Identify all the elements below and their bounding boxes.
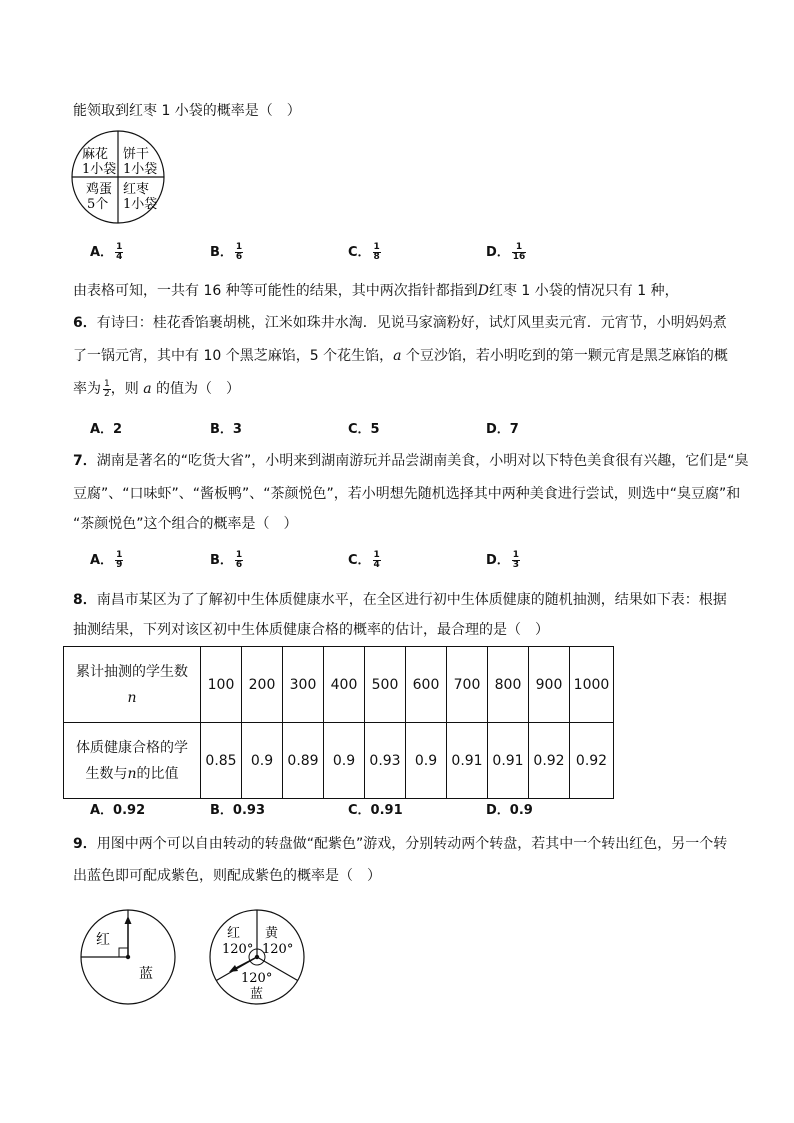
disc2-yellow-label: 黄 bbox=[265, 926, 279, 941]
q8-option-d[interactable]: D．0.9 bbox=[486, 803, 533, 818]
q5-stem: 能领取到红枣 1 小袋的概率是（ ） bbox=[73, 103, 301, 119]
table-cell: 200 bbox=[242, 647, 283, 723]
table-cell: 0.85 bbox=[201, 723, 242, 799]
table-cell: 0.91 bbox=[447, 723, 488, 799]
table-row bbox=[64, 723, 614, 799]
q5-option-d[interactable]: D． $\frac{1}{16}$ bbox=[486, 242, 526, 262]
table-cell: 400 bbox=[324, 647, 365, 723]
spinner-br-1: 红枣 bbox=[123, 182, 150, 197]
q8-line2: 抽测结果，下列对该区初中生体质健康合格的概率的估计，最合理的是（ ） bbox=[73, 622, 549, 638]
disc1-blue-label: 蓝 bbox=[139, 966, 153, 982]
q7-line2: 豆腐”、“口味虾”、“酱板鸭”、“茶颜悦色”，若小明想先随机选择其中两种美食进行尝试，则选中“臭豆腐”和 bbox=[73, 486, 741, 502]
table-cell: 1000 bbox=[570, 647, 614, 723]
spinner-tr-1: 饼干 bbox=[123, 147, 150, 162]
table-cell: 0.91 bbox=[488, 723, 529, 799]
table-cell: 0.9 bbox=[324, 723, 365, 799]
table-cell: 0.89 bbox=[283, 723, 324, 799]
q8-option-c[interactable]: C．0.91 bbox=[348, 803, 403, 818]
q6-line3: 率为 $\frac{1}{2}$ ，则 a 的值为（ ） bbox=[73, 378, 240, 399]
q9-spinner-two bbox=[207, 907, 307, 1007]
table-header-cell: 累计抽测的学生数 n bbox=[64, 647, 201, 723]
q8-option-a[interactable]: A．0.92 bbox=[90, 803, 146, 818]
table-cell: 300 bbox=[283, 647, 324, 723]
table-cell: 100 bbox=[201, 647, 242, 723]
q7-option-b[interactable]: B． $\frac{1}{6}$ bbox=[210, 550, 243, 570]
q9-spinner-one bbox=[78, 907, 178, 1007]
disc2-blue-angle: 120° bbox=[241, 971, 273, 986]
table-cell: 0.9 bbox=[406, 723, 447, 799]
q7-line1: 7．湖南是著名的“吃货大省”，小明来到湖南游玩并品尝湖南美食，小明对以下特色美食很有兴趣，它们是“臭 bbox=[73, 453, 749, 469]
pointer-arrow-icon bbox=[234, 957, 257, 969]
table-cell: 0.92 bbox=[529, 723, 570, 799]
q9-line2: 出蓝色即可配成紫色，则配成紫色的概率是（ ） bbox=[73, 868, 381, 884]
q6-line2: 了一锅元宵，其中有 10 个黑芝麻馅，5 个花生馅，a 个豆沙馅，若小明吃到的第一颗元宵是黑芝麻馅的概 bbox=[73, 348, 728, 364]
table-cell: 0.9 bbox=[242, 723, 283, 799]
q6-line1: 6．有诗曰：桂花香馅裹胡桃，江米如珠井水淘．见说马家滴粉好，试灯风里卖元宵．元宵节，小明妈妈煮 bbox=[73, 315, 727, 331]
table-header-cell: 体质健康合格的学 生数与n的比值 bbox=[64, 723, 201, 799]
q7-line3: “茶颜悦色”这个组合的概率是（ ） bbox=[73, 516, 298, 532]
disc2-yellow-angle: 120° bbox=[262, 942, 294, 957]
table-cell: 900 bbox=[529, 647, 570, 723]
disc2-red-angle: 120° bbox=[222, 942, 254, 957]
disc1-red-label: 红 bbox=[96, 932, 110, 948]
spinner-bl-2: 5个 bbox=[87, 197, 109, 212]
q5-spinner-diagram bbox=[70, 130, 170, 230]
q7-option-c[interactable]: C． $\frac{1}{4}$ bbox=[348, 550, 380, 570]
q5-option-c[interactable]: C． $\frac{1}{8}$ bbox=[348, 242, 380, 262]
q5-option-a[interactable]: A． $\frac{1}{4}$ bbox=[90, 242, 123, 262]
q6-option-d[interactable]: D．7 bbox=[486, 422, 519, 437]
table-cell: 700 bbox=[447, 647, 488, 723]
q5-option-b[interactable]: B． $\frac{1}{6}$ bbox=[210, 242, 243, 262]
spinner-tr-2: 1小袋 bbox=[123, 162, 158, 177]
disc2-blue-label: 蓝 bbox=[250, 987, 264, 1002]
spinner-tl-2: 1小袋 bbox=[82, 162, 117, 177]
q6-option-a[interactable]: A．2 bbox=[90, 422, 123, 437]
table-cell: 600 bbox=[406, 647, 447, 723]
q5-explanation: 由表格可知，一共有 16 种等可能性的结果，其中两次指针都指到D红枣 1 小袋的情况只有 1 种， bbox=[73, 283, 679, 299]
table-row bbox=[64, 647, 614, 723]
table-cell: 0.92 bbox=[570, 723, 614, 799]
spinner-br-2: 1小袋 bbox=[123, 197, 158, 212]
q7-option-d[interactable]: D． $\frac{1}{3}$ bbox=[486, 550, 520, 570]
table-cell: 500 bbox=[365, 647, 406, 723]
q6-option-c[interactable]: C．5 bbox=[348, 422, 380, 437]
disc2-red-label: 红 bbox=[227, 926, 241, 941]
table-cell: 800 bbox=[488, 647, 529, 723]
q6-option-b[interactable]: B．3 bbox=[210, 422, 242, 437]
q8-option-b[interactable]: B．0.93 bbox=[210, 803, 265, 818]
q7-option-a[interactable]: A． $\frac{1}{9}$ bbox=[90, 550, 123, 570]
q8-data-table bbox=[63, 646, 614, 799]
spinner-tl-1: 麻花 bbox=[82, 147, 109, 162]
spinner-bl-1: 鸡蛋 bbox=[86, 182, 113, 197]
q8-line1: 8．南昌市某区为了了解初中生体质健康水平，在全区进行初中生体质健康的随机抽测，结果如下表：根据 bbox=[73, 592, 727, 608]
table-cell: 0.93 bbox=[365, 723, 406, 799]
q9-line1: 9．用图中两个可以自由转动的转盘做“配紫色”游戏，分别转动两个转盘，若其中一个转出红色，另一个转 bbox=[73, 836, 728, 852]
